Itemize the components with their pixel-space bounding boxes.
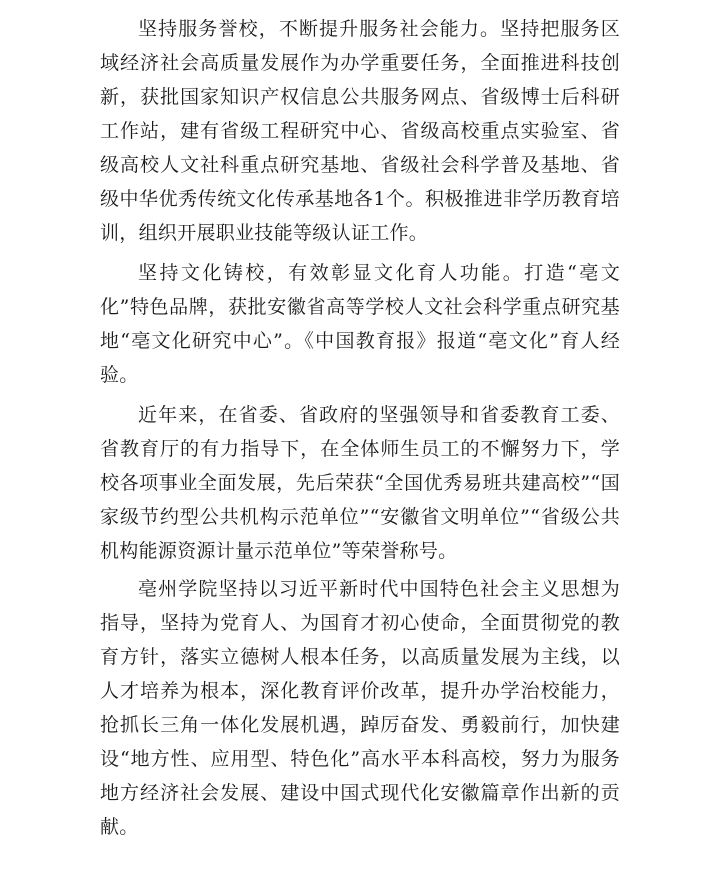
paragraph-mission: 亳州学院坚持以习近平新时代中国特色社会主义思想为指导，坚持为党育人、为国育才初心使命，全面贯彻党的教育方针，落实立德树人根本任务，以高质量发展为主线，以人才培养为根本，深化教育评价改革，提升办学治校能力，抢抓长三角一体化发展机遇，踔厉奋发、勇毅前行，加快建设“地方性、应用型、特色化”高水平本科高校，努力为服务地方经济社会发展、建设中国式现代化安徽篇章作出新的贡献。 [100, 578, 620, 838]
paragraph-achievements: 近年来，在省委、省政府的坚强领导和省委教育工委、省教育厅的有力指导下，在全体师生员工的不懈努力下，学校各项事业全面发展，先后荣获“全国优秀易班共建高校”“国家级节约型公共机构示范单位”“安徽省文明单位”“省级公共机构能源资源计量示范单位”等荣誉称号。 [100, 404, 620, 562]
paragraph-culture: 坚持文化铸校，有效彰显文化育人功能。打造“亳文化”特色品牌，获批安徽省高等学校人文社会科学重点研究基地“亳文化研究中心”。《中国教育报》报道“亳文化”育人经验。 [100, 262, 620, 386]
paragraph-service: 坚持服务誉校，不断提升服务社会能力。坚持把服务区域经济社会高质量发展作为办学重要任务，全面推进科技创新，获批国家知识产权信息公共服务网点、省级博士后科研工作站，建有省级工程研究中心、省级高校重点实验室、省级高校人文社科重点研究基地、省级社会科学普及基地、省级中华优秀传统文化传承基地各1个。积极推进非学历教育培训，组织开展职业技能等级认证工作。 [100, 18, 620, 244]
